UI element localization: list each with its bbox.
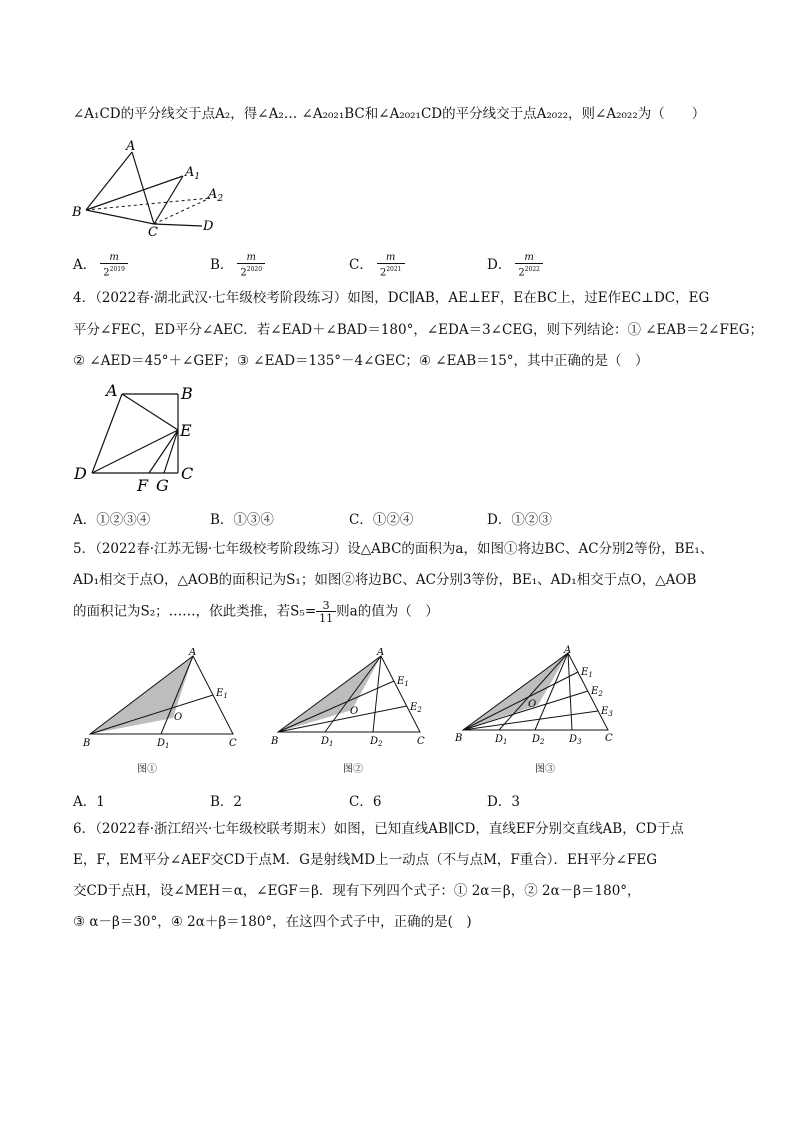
q4-line-3: ② ∠AED＝45°＋∠GEF；③ ∠EAD＝135°－4∠GEC；④ ∠EAB＝15°，其中正确的是（ ） [73,353,649,369]
q4-label-G: G [156,476,169,495]
q4-label-B: B [181,384,193,403]
q4-figure [70,380,210,495]
q5-option-a[interactable]: A．1 [73,794,105,810]
q5-option-c[interactable]: C．6 [349,794,382,810]
q5-option-b[interactable]: B．2 [210,794,243,810]
q6-line-4: ③ α－β＝30°，④ 2α＋β＝180°，在这四个式子中，正确的是( ) [73,914,472,930]
q4-line-1: 4．（2022春·湖北武汉·七年级校考阶段练习）如图，DC∥AB，AE⊥EF，E在BC上，过E作EC⊥DC，EG [73,290,710,306]
q6-line-3: 交CD于点H，设∠MEH＝α，∠EGF＝β．现有下列四个式子：① 2α＝β，② 2α－β＝180°， [73,883,641,899]
q5f2-label-A: A [377,648,385,658]
q3-label-D: D [203,219,214,234]
q3-label-A2: $A_2$ [208,187,224,204]
q3-option-c[interactable]: C． $\frac{m}{2^{2021}}$ [349,253,405,278]
q5f2-label-O: O [350,706,359,717]
q3-figure [70,138,240,238]
q5-line-2: AD₁相交于点O，△AOB的面积记为S₁；如图②将边BC、AC分别3等份，BE₁、AD₁相交于点O，△AOB [73,572,697,588]
q5-caption-1: 图① [137,764,157,775]
q3-label-C: C [148,225,158,238]
q4-option-d[interactable]: D．①②③ [487,512,552,528]
q5f3-label-B: B [455,733,463,744]
q5f2-label-D1: $D_1$ [321,736,334,748]
q5f3-label-D2: $D_2$ [532,734,545,746]
q5-caption-3: 图③ [535,764,555,775]
q5f3-label-A: A [564,645,572,656]
q4-label-A: A [106,381,118,400]
q5-figure-3 [452,645,624,750]
q5f3-label-D1: $D_1$ [495,734,508,746]
q5f1-label-O: O [174,712,183,723]
q4-line-2: 平分∠FEC，ED平分∠AEC．若∠EAD＋∠BAD＝180°，∠EDA＝3∠CEG，则下列结论：① ∠EAB＝2∠FEG； [73,322,763,338]
q5f1-label-B: B [83,738,91,749]
q5f3-label-E1: $E_1$ [581,667,593,679]
q5f2-label-D2: $D_2$ [370,736,383,748]
q5f2-label-E2: $E_2$ [410,702,422,714]
q5-caption-2: 图② [343,764,363,775]
q4-option-a[interactable]: A．①②③④ [73,512,151,528]
q4-label-D: D [74,464,87,483]
q4-option-b[interactable]: B．①③④ [210,512,274,528]
q5-figure-1 [78,648,248,753]
q5-line-3: 的面积记为S₂；……，依此类推，若S₅= $\frac{3}{11}$ 则a的值为（ ） [73,599,439,625]
q5f2-label-B: B [271,736,279,747]
q3-label-A: A [126,139,136,154]
q4-option-c[interactable]: C．①②④ [349,512,414,528]
q4-label-C: C [181,464,194,483]
q5f3-label-E2: $E_2$ [591,686,603,698]
q5f3-label-C: C [605,733,613,744]
q5-figure-2 [268,648,438,753]
q3-option-b[interactable]: B． $\frac{m}{2^{2020}}$ [210,253,265,278]
q5-line-1: 5．（2022春·江苏无锡·七年级校考阶段练习）设△ABC的面积为a，如图①将边BC、AC分别2等份，BE₁、 [73,541,714,557]
q3-label-A1: $A_1$ [185,165,201,182]
q3-option-d[interactable]: D． $\frac{m}{2^{2022}}$ [487,253,543,278]
q5f1-label-A: A [189,648,197,658]
q5f2-label-E1: $E_1$ [397,676,409,688]
q3-stem: ∠A₁CD的平分线交于点A₂，得∠A₂… ∠A₂₀₂₁BC和∠A₂₀₂₁CD的平分线交于点A₂₀₂₂，则∠A₂₀₂₂为（ ） [73,106,706,122]
q3-label-B: B [72,205,82,220]
q5f1-label-C: C [229,738,237,749]
q5f1-label-E1: $E_1$ [216,688,228,700]
q5f3-label-D3: $D_3$ [569,734,582,746]
q4-label-E: E [180,421,192,440]
q4-label-F: F [137,476,149,495]
q3-option-a[interactable]: A． $\frac{m}{2^{2019}}$ [73,253,128,278]
q5f3-label-O: O [528,699,537,710]
q6-line-2: E，F，EM平分∠AEF交CD于点M．G是射线MD上一动点（不与点M，F重合）．EH平分∠FEG [73,852,657,868]
q5f2-label-C: C [417,736,425,747]
q5-option-d[interactable]: D．3 [487,794,520,810]
q6-line-1: 6．（2022春·浙江绍兴·七年级校联考期末）如图，已知直线AB∥CD，直线EF分别交直线AB，CD于点 [73,821,684,837]
q5f3-label-E3: $E_3$ [601,706,613,718]
q5f1-label-D1: $D_1$ [157,738,170,750]
